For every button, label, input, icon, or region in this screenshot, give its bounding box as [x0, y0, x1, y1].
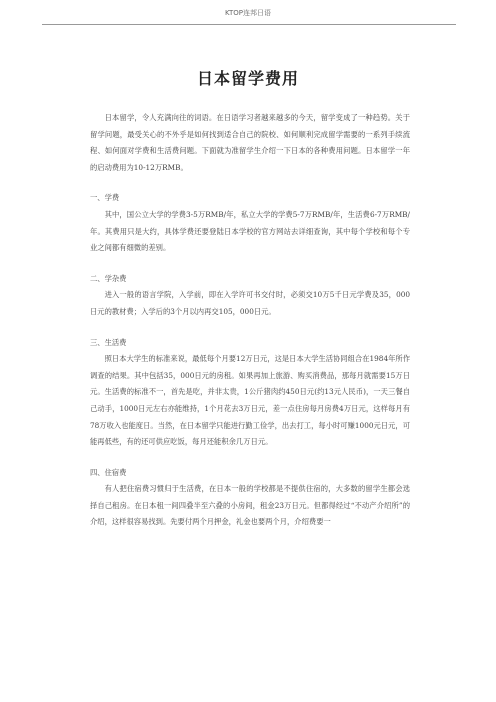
section-body: 进入一般的语言学院，入学前，即在入学许可书交付时，必须交10万5千日元学费及35，000日元的教材费；入学后的3个月以内再交105，000日元。: [90, 290, 410, 316]
document-body: [90, 110, 410, 531]
section-heading: 二、学杂费: [90, 273, 127, 283]
section-tuition: [90, 190, 410, 256]
section-body: 有人把住宿费习惯归于生活费，在日本一般的学校都是不提供住宿的，大多数的留学生都会选择自己租房。在日本租一间四叠半至六叠的小房间，租金23万日元。但都得经过“不动产介绍所”的介绍，这样很容易找到。先要付两个月押金，礼金也要两个月，介绍费要一: [90, 484, 410, 527]
document-title: 日本留学费用: [196, 69, 299, 88]
section-heading: 三、生活费: [90, 337, 127, 347]
section-miscellaneous-fees: [90, 271, 410, 321]
header-divider: [42, 24, 456, 25]
section-living-expenses: [90, 335, 410, 451]
page-header: KTOP连邦日语: [224, 9, 272, 17]
section-accommodation: [90, 465, 410, 531]
intro-paragraph: 日本留学，令人充满向往的词语。在日语学习者越来越多的今天，留学变成了一种趋势。关于留学问题，最受关心的不外乎是如何找到适合自己的院校、如何顺利完成留学需要的一系列手续流程、如何面对学费和生活费问题。下面就为准留学生介绍一下日本的各种费用问题。日本留学一年的启动费用为10-12万RMB。: [90, 113, 410, 172]
section-body: 照日本大学生的标准来说，最低每个月要12万日元，这是日本大学生活协同组合在1984年所作调查的结果。其中包括35，000日元的房租。如果再加上旅游、购买消费品，那每月就需要15万日元。生活费的标准不一，首先是吃，并非太贵，1公斤猪肉约450日元(约13元人民币)，一天三餐自己动手，1000日元左右亦能维持，1个月花去3万日元，差一点住房每月房费4万日元，这样每月有78万收入也能度日。当然，在日本留学只能进行勤工俭学，出去打工，每小时可赚1000元日元，可能再低些，有的还可供应吃饭，每月还能积余几万日元。: [90, 354, 410, 447]
section-heading: 四、住宿费: [90, 467, 127, 477]
section-body: 其中，国公立大学的学费3-5万RMB/年，私立大学的学费5-7万RMB/年，生活费6-7万RMB/年。其费用只是大约，具体学费还要登陆日本学校的官方网站去详细查询，其中每个学校和每个专业之间都有细微的差别。: [90, 209, 410, 253]
section-heading: 一、学费: [90, 193, 120, 203]
